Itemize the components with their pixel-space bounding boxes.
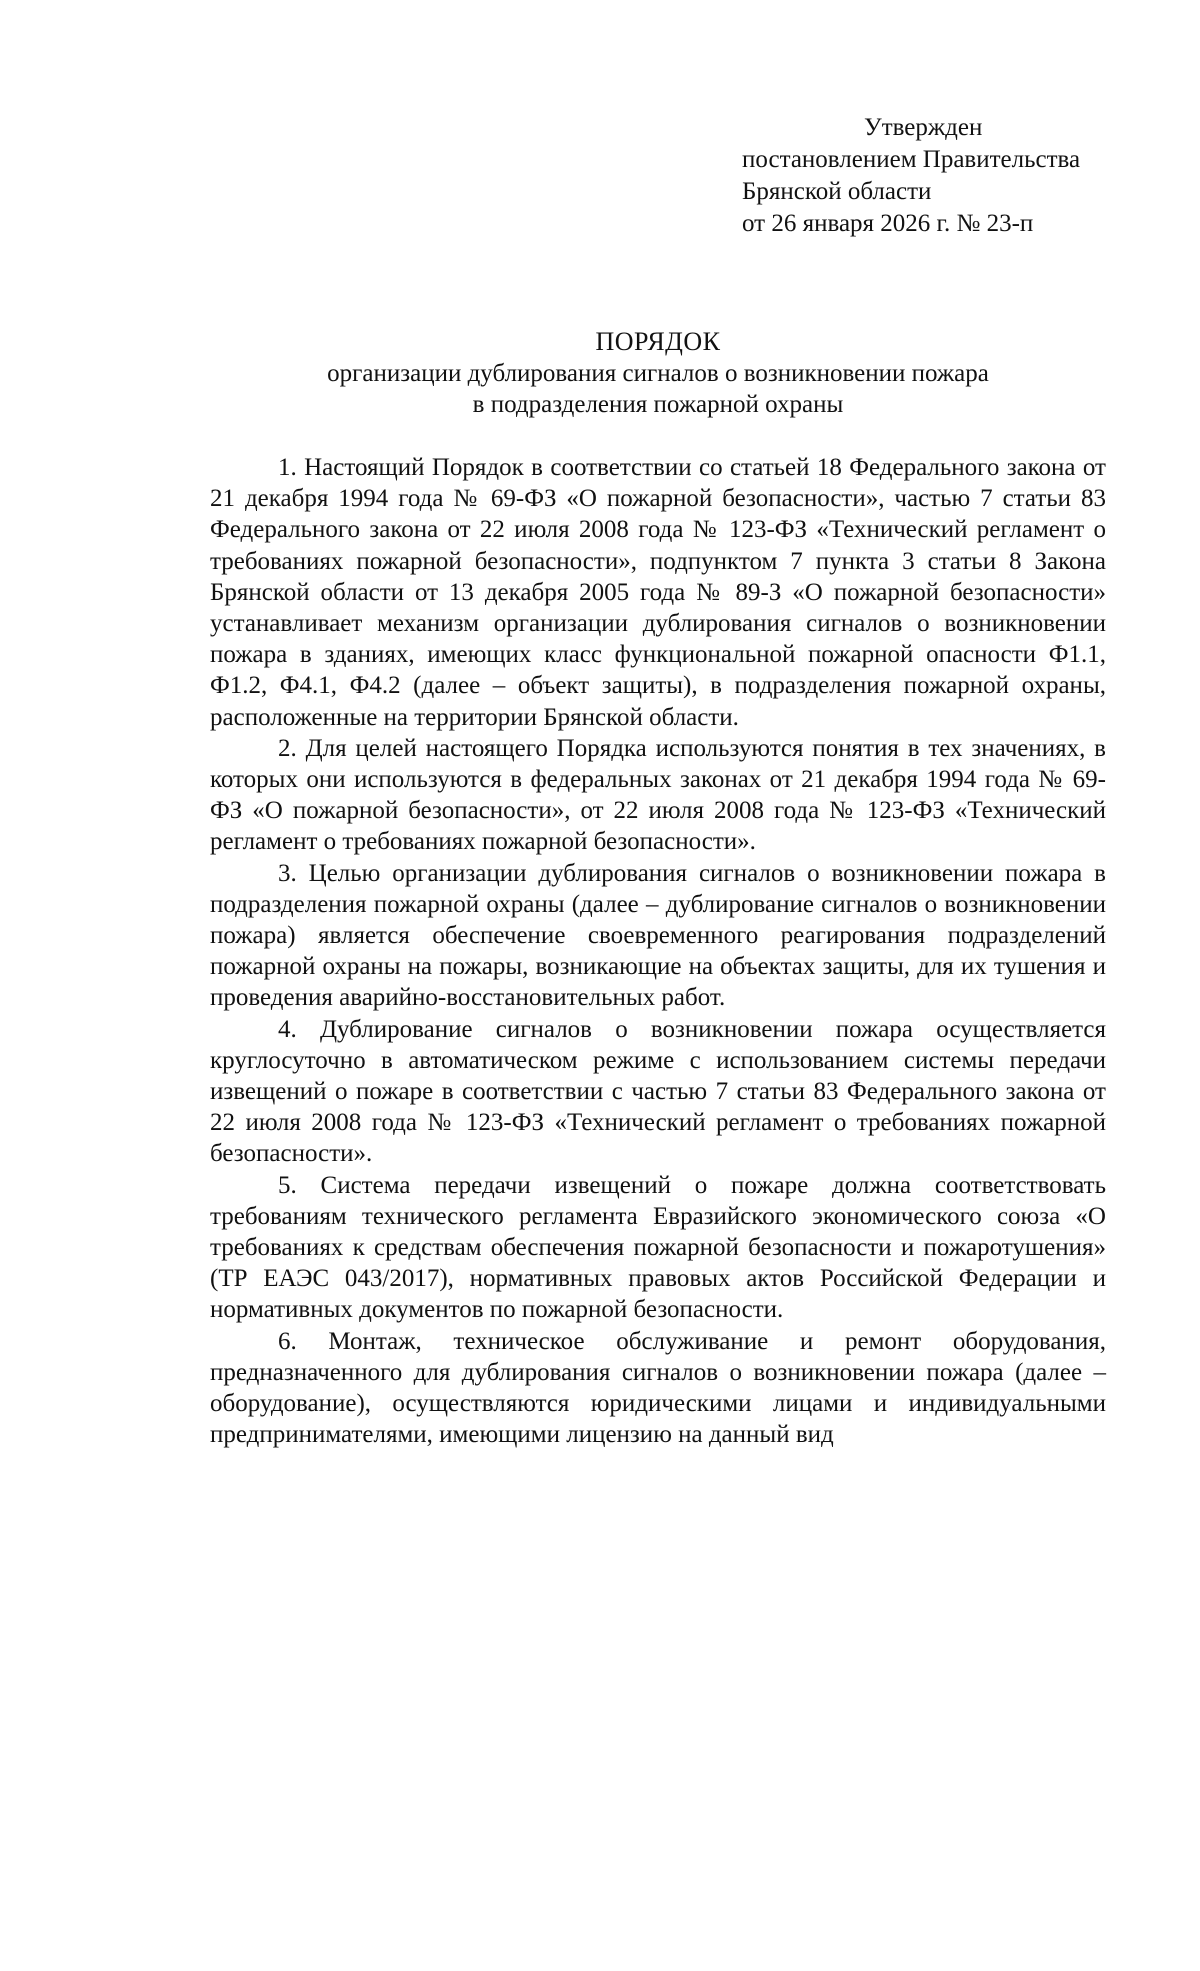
approval-line-date-number: от 26 января 2026 г. № 23-п — [742, 210, 1034, 237]
paragraph-2: 2. Для целей настоящего Порядка используются понятия в тех значениях, в которых они используются в федеральных законах от 21 декабря 1994 года № 69-ФЗ «О пожарной безопасности», от 22 июля 2008 года № 123-ФЗ «Технический регламент о требованиях пожарной безопасности». — [210, 734, 1106, 856]
document-body — [210, 452, 1106, 1451]
document-title: ПОРЯДОК — [595, 327, 721, 356]
approval-line-resolution: постановлением Правительства — [742, 146, 1081, 173]
document-subtitle-line-1: организации дублирования сигналов о возникновении пожара — [327, 360, 989, 387]
paragraph-4: 4. Дублирование сигналов о возникновении пожара осуществляется круглосуточно в автоматическом режиме с использованием системы передачи извещений о пожаре в соответствии с частью 7 статьи 83 Федерального закона от 22 июля 2008 года № 123-ФЗ «Технический регламент о требованиях пожарной безопасности». — [210, 1015, 1106, 1168]
approval-line-approved: Утвержден — [864, 114, 983, 141]
paragraph-6: 6. Монтаж, техническое обслуживание и ремонт оборудования, предназначенного для дублирования сигналов о возникновении пожара (далее – оборудование), осуществляются юридическими лицами и индивидуальными предпринимателями, имеющими лицензию на данный вид — [210, 1327, 1106, 1449]
paragraph-5: 5. Система передачи извещений о пожаре должна соответствовать требованиям технического регламента Евразийского экономического союза «О требованиях к средствам обеспечения пожарной безопасности и пожаротушения» (ТР ЕАЭС 043/2017), нормативных правовых актов Российской Федерации и нормативных документов по пожарной безопасности. — [210, 1171, 1106, 1324]
document-subtitle-line-2: в подразделения пожарной охраны — [472, 391, 844, 418]
document-title-block — [210, 326, 1106, 420]
paragraph-3: 3. Целью организации дублирования сигналов о возникновении пожара в подразделения пожарной охраны (далее – дублирование сигналов о возникновении пожара) является обеспечение своевременного реагирования подразделений пожарной охраны на пожары, возникающие на объектах защиты, для их тушения и проведения аварийно-восстановительных работ. — [210, 859, 1106, 1012]
approval-stamp — [742, 112, 1080, 240]
approval-line-region: Брянской области — [742, 178, 932, 205]
paragraph-1: 1. Настоящий Порядок в соответствии со статьей 18 Федерального закона от 21 декабря 1994 года № 69-ФЗ «О пожарной безопасности», частью 7 статьи 83 Федерального закона от 22 июля 2008 года № 123-ФЗ «Технический регламент о требованиях пожарной безопасности», подпунктом 7 пункта 3 статьи 8 Закона Брянской области от 13 декабря 2005 года № 89-З «О пожарной безопасности» устанавливает механизм организации дублирования сигналов о возникновении пожара в зданиях, имеющих класс функциональной пожарной опасности Ф1.1, Ф1.2, Ф4.1, Ф4.2 (далее – объект защиты), в подразделения пожарной охраны, расположенные на территории Брянской области. — [210, 454, 1106, 731]
